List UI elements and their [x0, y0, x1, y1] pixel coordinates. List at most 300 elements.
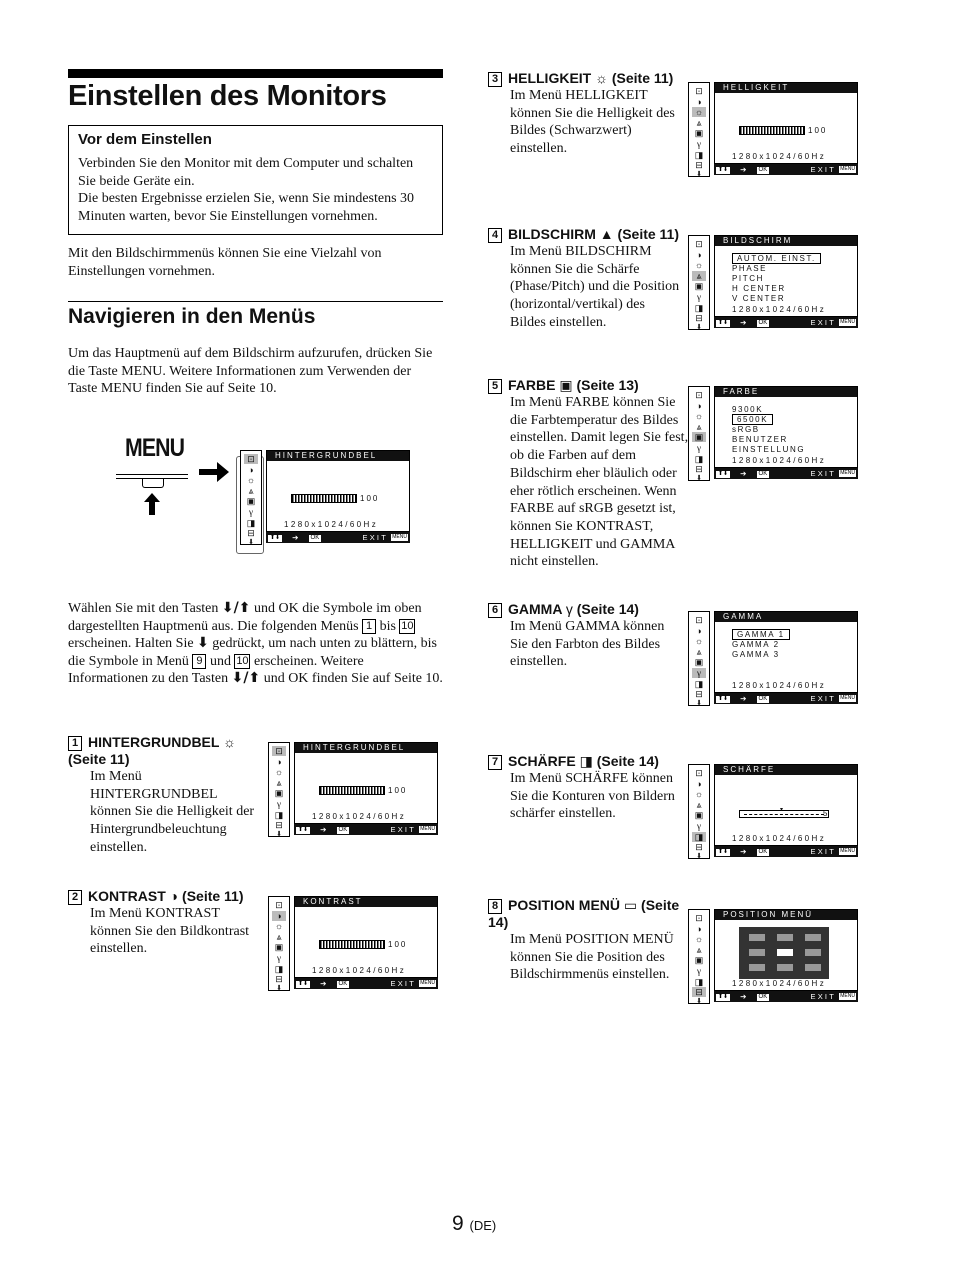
osd-contrast-icon[interactable]: ◑: [696, 625, 702, 636]
section-heading: [488, 897, 683, 931]
section-text: Im Menü FARBE können Sie die Farbtemperatur des Bildes einstellen. Damit legen Sie fest, ob die Farben auf dem Bildschirm eher bläulich oder eher rötlich erscheinen. Wenn FARBE auf sRGB gesetzt ist, können Sie KONTRAST, HELLIGKEIT und GAMMA nicht einstellen.: [510, 395, 689, 570]
osd-resolution: 1280x1024/60Hz: [312, 966, 407, 975]
osd-updown-key: ⬆⬇: [718, 994, 729, 1000]
osd-level-value: 100: [388, 940, 408, 949]
osd-option[interactable]: [732, 274, 821, 284]
osd-screen: [714, 909, 858, 991]
osd-contrast-icon[interactable]: ◑: [276, 756, 282, 767]
up-arrow-icon: [144, 493, 160, 515]
osd-backlight-icon[interactable]: ⊡: [695, 390, 703, 400]
osd-contrast-icon[interactable]: ◑: [696, 400, 702, 411]
osd-screen: [266, 450, 410, 532]
osd-screen: [714, 764, 858, 846]
section-screen: [488, 226, 683, 332]
select-text-p2: und OK die Symbole im oben dargestellten Hauptmenü aus. Die folgenden Menüs: [68, 601, 422, 634]
section-title: HELLIGKEIT: [508, 70, 592, 86]
section-text: Im Menü POSITION MENÜ können Sie die Position des Bildschirmmenüs einstellen.: [510, 932, 674, 983]
osd-ok-key: OK: [758, 994, 768, 1000]
select-text-p5: gedrückt, um nach unten zu blättern, bis die Symbole in Menü: [68, 636, 438, 669]
osd-footer: [714, 164, 858, 175]
osd-position-icon[interactable]: ⊟: [695, 160, 703, 171]
osd-title: SCHÄRFE: [715, 765, 857, 775]
osd-screen: [294, 896, 438, 978]
osd-scroll-down-icon[interactable]: ⬇: [276, 829, 282, 838]
osd-option-label: PITCH: [732, 274, 764, 283]
osd-gamma-icon[interactable]: γ: [277, 953, 281, 963]
gamma-icon: γ: [565, 601, 573, 617]
osd-scroll-down-icon[interactable]: ⬇: [696, 473, 702, 482]
osd-brightness-icon[interactable]: ☼: [694, 789, 704, 800]
section-heading: [488, 753, 683, 770]
osd-color-icon[interactable]: ▣: [694, 810, 704, 821]
section-heading: [488, 226, 683, 243]
osd-scroll-down-icon[interactable]: ⬇: [276, 983, 282, 992]
osd-brightness-icon[interactable]: ☼: [694, 260, 704, 271]
osd-sharpness-icon[interactable]: ◨: [694, 149, 704, 160]
osd-arrow-icon: ➔: [740, 847, 747, 856]
prep-text-2: Die besten Ergebnisse erzielen Sie, wenn Sie mindestens 30 Minuten warten, bevor Sie Einstellungen vornehmen.: [78, 191, 415, 224]
section-page-ref: (Seite 11): [68, 751, 130, 767]
osd-ok-key: OK: [310, 535, 320, 541]
backlight-icon: ☼: [223, 734, 236, 750]
osd-exit-label: EXIT: [810, 992, 836, 1001]
osd-arrow-icon: ➔: [740, 318, 747, 327]
section-number: 6: [488, 603, 502, 618]
section-text: Im Menü BILDSCHIRM können Sie die Schärfe (Phase/Pitch) und die Position (horizontal/vertikal) des Bildes einstellen.: [510, 244, 680, 330]
menu-ref-9: 9: [192, 654, 206, 669]
osd-option-label: GAMMA 1: [732, 629, 790, 640]
osd-screen-icon[interactable]: ⩓: [276, 777, 282, 788]
title-bar: [68, 69, 443, 78]
section-page-ref: (Seite 11): [182, 888, 244, 904]
select-text-p1: Wählen Sie mit den Tasten: [68, 601, 219, 616]
osd-backlight-icon[interactable]: ⊡: [272, 746, 286, 756]
osd-level-bar[interactable]: [319, 940, 385, 949]
osd-resolution: 1280x1024/60Hz: [732, 305, 827, 314]
down-up-arrows-icon: ⬇/⬆: [221, 600, 251, 616]
osd-arrow-icon: ➔: [740, 165, 747, 174]
osd-sharpness-icon[interactable]: ◨: [694, 302, 704, 313]
osd-level-bar[interactable]: [739, 126, 805, 135]
osd-position-icon[interactable]: ⊟: [695, 689, 703, 700]
osd-title: BILDSCHIRM: [715, 236, 857, 246]
osd-option-list: [732, 405, 805, 455]
osd-footer: [714, 991, 858, 1002]
osd-contrast-icon[interactable]: ◑: [248, 464, 254, 475]
osd-brightness-menu: [688, 82, 858, 177]
osd-gamma-icon[interactable]: γ: [697, 443, 701, 453]
osd-option[interactable]: [732, 415, 805, 425]
section-title: SCHÄRFE: [508, 753, 576, 769]
osd-sharpness-icon[interactable]: ◨: [692, 832, 706, 842]
select-text-p4: erscheinen. Halten Sie: [68, 636, 194, 652]
osd-resolution: 1280x1024/60Hz: [284, 520, 379, 529]
osd-exit-label: EXIT: [362, 533, 388, 542]
prep-text-1: Verbinden Sie den Monitor mit dem Computer und schalten Sie beide Geräte ein.: [78, 156, 414, 189]
section-text: Im Menü KONTRAST können Sie den Bildkontrast einstellen.: [90, 906, 250, 957]
osd-sharpness-icon[interactable]: ◨: [246, 517, 256, 528]
osd-menu-key: MENU: [840, 993, 855, 999]
page-lang: (DE): [469, 1218, 497, 1233]
osd-contrast-icon[interactable]: ◑: [696, 96, 702, 107]
osd-screen-icon[interactable]: ⩓: [248, 485, 254, 496]
osd-gamma-icon[interactable]: γ: [697, 292, 701, 302]
osd-option[interactable]: [732, 264, 821, 274]
osd-resolution: 1280x1024/60Hz: [732, 456, 827, 465]
osd-screen: [714, 386, 858, 468]
prep-heading: Vor dem Einstellen: [78, 131, 212, 148]
osd-option-label: 6500K: [732, 414, 773, 425]
osd-brightness-icon[interactable]: ☼: [692, 107, 706, 117]
position-icon: ▭: [623, 897, 638, 913]
osd-scroll-down-icon[interactable]: ⬇: [696, 851, 702, 860]
osd-gamma-icon[interactable]: γ: [277, 799, 281, 809]
osd-option[interactable]: [732, 630, 790, 640]
section-title: FARBE: [508, 377, 556, 393]
osd-backlight-icon[interactable]: ⊡: [244, 454, 258, 464]
osd-option[interactable]: [732, 284, 821, 294]
select-text-p8: und OK finden Sie auf Seite 10.: [263, 671, 443, 687]
osd-screen-icon[interactable]: ⩓: [276, 931, 282, 942]
osd-position-icon[interactable]: ⊟: [275, 820, 283, 831]
osd-backlight-menu: [268, 742, 438, 837]
osd-position-icon[interactable]: ⊟: [247, 528, 255, 539]
osd-brightness-icon[interactable]: ☼: [694, 636, 704, 647]
osd-position-icon[interactable]: ⊟: [695, 313, 703, 324]
section-text: Im Menü GAMMA können Sie den Farbton des Bildes einstellen.: [510, 619, 665, 670]
osd-sharpness-icon[interactable]: ◨: [274, 963, 284, 974]
nav-text: Um das Hauptmenü auf dem Bildschirm aufzurufen, drücken Sie die Taste MENU. Weitere Informationen zum Verwenden der Taste MENU finden Sie auf Seite 10.: [68, 346, 433, 397]
section-contrast: [68, 888, 263, 958]
osd-gamma-icon[interactable]: γ: [249, 507, 253, 517]
section-title: KONTRAST: [88, 888, 166, 904]
osd-updown-key: ⬆⬇: [718, 696, 729, 702]
section-title: POSITION MENÜ: [508, 897, 621, 913]
section-page-ref: (Seite 11): [611, 70, 674, 86]
osd-updown-key: ⬆⬇: [270, 535, 281, 541]
menu-button[interactable]: [142, 478, 164, 488]
section-heading: [68, 734, 263, 768]
osd-option-label: 9300K: [732, 405, 764, 414]
osd-sharpness-icon[interactable]: ◨: [694, 453, 704, 464]
select-text-p7: erscheinen. Weitere Informationen zu den Tasten: [68, 653, 364, 687]
osd-contrast-icon[interactable]: ◑: [696, 923, 702, 934]
osd-updown-key: ⬆⬇: [298, 827, 309, 833]
osd-ok-key: OK: [758, 167, 768, 173]
page-number-value: 9: [452, 1212, 464, 1235]
osd-title: POSITION MENÜ: [715, 910, 857, 920]
nav-heading: Navigieren in den Menüs: [68, 305, 316, 328]
osd-gamma-icon[interactable]: γ: [697, 821, 701, 831]
section-title: HINTERGRUNDBEL: [88, 734, 220, 750]
osd-position-icon[interactable]: ⊟: [275, 974, 283, 985]
osd-exit-label: EXIT: [810, 469, 836, 478]
osd-position-menu: [688, 909, 858, 1004]
osd-contrast-icon[interactable]: ◑: [272, 911, 286, 921]
osd-footer: [294, 978, 438, 989]
menu-ref-10: 10: [401, 619, 414, 632]
prep-text: [78, 155, 433, 225]
osd-option-label: H CENTER: [732, 284, 786, 293]
osd-position-grid[interactable]: [739, 927, 829, 979]
osd-menu-key: MENU: [840, 319, 855, 325]
osd-option-label: GAMMA 2: [732, 640, 780, 649]
osd-icon-column: [240, 450, 262, 545]
osd-title: FARBE: [715, 387, 857, 397]
section-page-ref: (Seite 14): [488, 897, 680, 930]
osd-gamma-icon[interactable]: γ: [697, 966, 701, 976]
osd-level-value: 100: [808, 126, 828, 135]
select-text-p6: und: [209, 653, 231, 669]
osd-gamma-icon[interactable]: γ: [692, 668, 706, 678]
osd-color-icon[interactable]: ▣: [694, 955, 704, 966]
osd-title: GAMMA: [715, 612, 857, 622]
section-number: 7: [488, 755, 502, 770]
osd-exit-label: EXIT: [810, 165, 836, 174]
osd-updown-key: ⬆⬇: [718, 471, 729, 477]
osd-screen-icon[interactable]: ⩓: [696, 944, 702, 955]
osd-color-icon[interactable]: ▣: [274, 942, 284, 953]
osd-menu-key: MENU: [840, 166, 855, 172]
osd-arrow-icon: ➔: [320, 979, 327, 988]
osd-icon-column: [688, 611, 710, 706]
osd-option-label: sRGB: [732, 425, 760, 434]
osd-color-icon[interactable]: ▣: [274, 788, 284, 799]
osd-resolution: 1280x1024/60Hz: [732, 834, 827, 843]
section-gamma: [488, 601, 683, 671]
osd-backlight-icon[interactable]: ⊡: [695, 86, 703, 96]
section-text: Im Menü SCHÄRFE können Sie die Konturen von Bildern schärfer einstellen.: [510, 771, 675, 822]
osd-icon-column: [688, 764, 710, 859]
osd-position-icon[interactable]: ⊟: [695, 464, 703, 475]
section-text: Im Menü HINTERGRUNDBEL können Sie die Helligkeit der Hintergrundbeleuchtung einstellen.: [90, 769, 255, 855]
osd-position-icon[interactable]: ⊟: [692, 987, 706, 997]
prep-box: [68, 125, 443, 235]
osd-menu-key: MENU: [840, 695, 855, 701]
page-number: [452, 1212, 496, 1236]
osd-scroll-down-icon[interactable]: ⬇: [696, 698, 702, 707]
section-number: 4: [488, 228, 502, 243]
osd-contrast-menu: [268, 896, 438, 991]
osd-ok-key: OK: [758, 696, 768, 702]
section-heading: [488, 601, 683, 618]
nav-rule: [68, 301, 443, 302]
osd-arrow-icon: ➔: [740, 992, 747, 1001]
osd-title: HINTERGRUNDBEL: [295, 743, 437, 753]
osd-screen-icon[interactable]: ⩓: [696, 646, 702, 657]
osd-option[interactable]: [732, 294, 821, 304]
sharpness-icon: ◨: [579, 753, 593, 769]
section-backlight: [68, 734, 263, 857]
osd-brightness-icon[interactable]: ☼: [694, 934, 704, 945]
osd-icon-column: [268, 896, 290, 991]
osd-main-menu: [240, 450, 410, 545]
osd-option-label: V CENTER: [732, 294, 786, 303]
osd-updown-key: ⬆⬇: [718, 167, 729, 173]
osd-menu-key: MENU: [840, 848, 855, 854]
select-text-p3: bis: [379, 618, 396, 634]
osd-updown-key: ⬆⬇: [298, 981, 309, 987]
osd-exit-label: EXIT: [390, 979, 416, 988]
menu-button-label: MENU: [125, 434, 185, 462]
section-number: 5: [488, 379, 502, 394]
osd-screen: [714, 611, 858, 693]
osd-scroll-down-icon[interactable]: ⬇: [696, 169, 702, 178]
osd-color-icon[interactable]: ▣: [694, 128, 704, 139]
osd-exit-label: EXIT: [810, 847, 836, 856]
osd-menu-key: MENU: [420, 980, 435, 986]
section-number: 8: [488, 899, 502, 914]
osd-brightness-icon[interactable]: ☼: [694, 411, 704, 422]
osd-gamma-menu: [688, 611, 858, 706]
osd-contrast-icon[interactable]: ◑: [696, 778, 702, 789]
osd-option-list: [732, 254, 821, 304]
osd-icon-column: [688, 909, 710, 1004]
osd-footer: [714, 693, 858, 704]
osd-option[interactable]: [732, 435, 805, 445]
osd-brightness-icon[interactable]: ☼: [274, 767, 284, 778]
osd-icon-column: [688, 235, 710, 330]
osd-footer: [714, 317, 858, 328]
osd-screen-icon[interactable]: ⩓: [696, 117, 702, 128]
osd-level-value: 100: [360, 494, 380, 503]
down-up-arrows-icon-2: ⬇/⬆: [231, 670, 261, 687]
osd-arrow-icon: ➔: [320, 825, 327, 834]
osd-icon-column: [268, 742, 290, 837]
section-page-ref: (Seite 14): [576, 601, 639, 617]
intro-text: Mit den Bildschirmmenüs können Sie eine Vielzahl von Einstellungen vornehmen.: [68, 246, 382, 279]
down-arrow-icon: ⬇: [197, 635, 209, 652]
osd-screen: [714, 82, 858, 164]
screen-icon: ▲: [599, 226, 614, 242]
osd-option[interactable]: [732, 650, 790, 660]
osd-option[interactable]: [732, 640, 790, 650]
osd-option[interactable]: [732, 445, 805, 455]
osd-gamma-icon[interactable]: γ: [697, 139, 701, 149]
section-sharpness: [488, 753, 683, 823]
section-brightness: [488, 70, 683, 158]
section-number: 2: [68, 890, 82, 905]
menu-button-illustration: [116, 430, 190, 520]
osd-menu-key: MENU: [840, 470, 855, 476]
osd-screen-icon[interactable]: ⩓: [692, 271, 706, 281]
osd-backlight-icon[interactable]: ⊡: [695, 913, 703, 923]
osd-option-label: EINSTELLUNG: [732, 445, 806, 454]
osd-arrow-icon: ➔: [740, 694, 747, 703]
section-text: Im Menü HELLIGKEIT können Sie die Helligkeit des Bildes (Schwarzwert) einstellen.: [510, 88, 675, 157]
osd-footer: [714, 468, 858, 479]
osd-footer: [294, 824, 438, 835]
select-text: [68, 600, 443, 688]
section-heading: [488, 377, 683, 394]
osd-option[interactable]: [732, 425, 805, 435]
osd-position-icon[interactable]: ⊟: [695, 842, 703, 853]
osd-contrast-icon[interactable]: ◑: [696, 249, 702, 260]
osd-icon-column: [688, 386, 710, 481]
section-page-ref: (Seite 11): [617, 226, 680, 242]
osd-exit-label: EXIT: [390, 825, 416, 834]
menu-ref-10b: 10: [236, 654, 249, 667]
osd-ok-key: OK: [758, 471, 768, 477]
osd-level-value: 100: [388, 786, 408, 795]
osd-backlight-icon[interactable]: ⊡: [275, 900, 283, 910]
osd-color-icon[interactable]: ▣: [694, 657, 704, 668]
osd-screen-icon[interactable]: ⩓: [696, 421, 702, 432]
osd-footer: [266, 532, 410, 543]
osd-screen: [714, 235, 858, 317]
osd-scroll-down-icon[interactable]: ⬇: [696, 322, 702, 331]
section-color: [488, 377, 689, 571]
osd-color-icon[interactable]: ▣: [692, 432, 706, 442]
osd-screen-icon[interactable]: ⩓: [696, 799, 702, 810]
osd-scroll-down-icon[interactable]: ⬇: [248, 537, 254, 546]
osd-sharpness-icon[interactable]: ◨: [694, 976, 704, 987]
osd-ok-key: OK: [758, 320, 768, 326]
osd-menu-key: MENU: [420, 826, 435, 832]
section-heading: [488, 70, 683, 87]
osd-updown-key: ⬆⬇: [718, 320, 729, 326]
osd-updown-key: ⬆⬇: [718, 849, 729, 855]
osd-level-bar[interactable]: [291, 494, 357, 503]
osd-ok-key: OK: [338, 827, 348, 833]
section-page-ref: (Seite 13): [576, 377, 639, 393]
section-title: BILDSCHIRM: [508, 226, 596, 242]
osd-color-icon[interactable]: ▣: [246, 496, 256, 507]
osd-sharpness-icon[interactable]: ◨: [274, 809, 284, 820]
osd-icon-column: [688, 82, 710, 177]
osd-backlight-icon[interactable]: ⊡: [695, 615, 703, 625]
osd-backlight-icon[interactable]: ⊡: [695, 239, 703, 249]
section-position: [488, 897, 683, 984]
osd-title: HELLIGKEIT: [715, 83, 857, 93]
osd-screen-menu: [688, 235, 858, 330]
color-icon: ▣: [559, 377, 573, 393]
osd-option-label: GAMMA 3: [732, 650, 780, 659]
section-heading: [68, 888, 263, 905]
osd-sharpness-value: 5: [823, 809, 828, 818]
menu-ref-1: 1: [362, 619, 376, 634]
section-number: 1: [68, 736, 82, 751]
osd-exit-label: EXIT: [810, 318, 836, 327]
osd-level-bar[interactable]: [319, 786, 385, 795]
osd-arrow-icon: ➔: [740, 469, 747, 478]
osd-title: KONTRAST: [295, 897, 437, 907]
osd-ok-key: OK: [758, 849, 768, 855]
osd-ok-key: OK: [338, 981, 348, 987]
osd-resolution: 1280x1024/60Hz: [732, 979, 827, 988]
osd-option-label: AUTOM. EINST.: [732, 253, 821, 264]
osd-brightness-icon[interactable]: ☼: [274, 921, 284, 932]
osd-menu-key: MENU: [392, 534, 407, 540]
osd-footer: [714, 846, 858, 857]
osd-option[interactable]: [732, 254, 821, 264]
osd-option-list: [732, 630, 790, 660]
osd-backlight-icon[interactable]: ⊡: [695, 768, 703, 778]
osd-option-label: PHASE: [732, 264, 768, 273]
osd-title: HINTERGRUNDBEL: [267, 451, 409, 461]
contrast-icon: ◑: [169, 888, 179, 904]
osd-scroll-down-icon[interactable]: ⬇: [696, 996, 702, 1005]
osd-option-label: BENUTZER: [732, 435, 788, 444]
osd-color-icon[interactable]: ▣: [694, 281, 704, 292]
osd-sharpness-slider[interactable]: ▾: [739, 810, 829, 818]
osd-sharpness-icon[interactable]: ◨: [694, 678, 704, 689]
section-title: GAMMA: [508, 601, 562, 617]
section-page-ref: (Seite 14): [596, 753, 659, 769]
osd-brightness-icon[interactable]: ☼: [246, 475, 256, 486]
brightness-icon: ☼: [595, 70, 608, 86]
osd-screen: [294, 742, 438, 824]
